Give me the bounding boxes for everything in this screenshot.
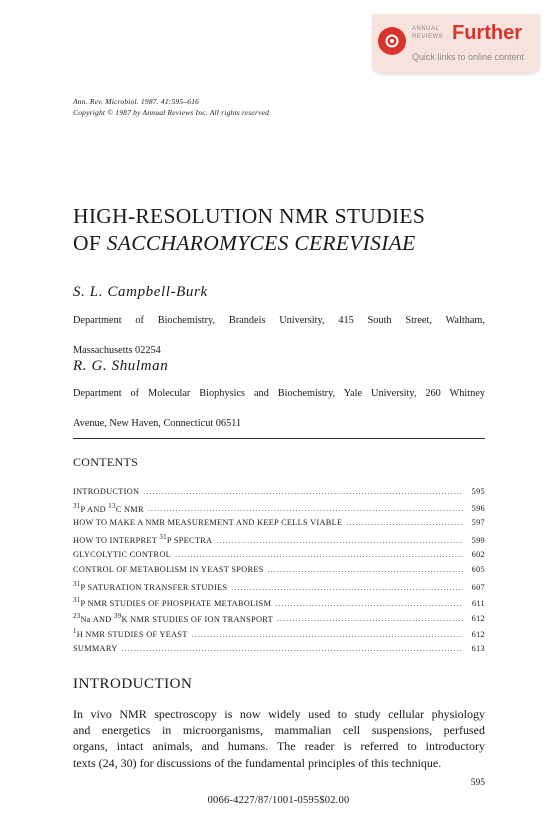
toc-entry[interactable]: [73, 565, 485, 581]
toc-entry[interactable]: [73, 628, 485, 644]
toc-text-part: P NMR STUDIES OF PHOSPHATE METABOLISM: [80, 598, 272, 608]
section-divider: [73, 438, 485, 439]
paragraph-line: organs, intact animals, and humans. The reader is referred to introductory: [73, 739, 485, 754]
introduction-heading: INTRODUCTION: [73, 676, 193, 692]
toc-entry-page: 599: [471, 535, 485, 545]
toc-entry-title: [73, 597, 271, 608]
article-title-line-2: [73, 230, 416, 257]
author-affiliation-2: [73, 386, 485, 446]
toc-leader-dots: [143, 487, 463, 496]
toc-leader-dots: [122, 644, 463, 653]
badge-further-label: Further: [452, 22, 522, 44]
toc-entry[interactable]: [73, 550, 485, 566]
isotope-superscript: 31: [73, 581, 81, 589]
toc-entry-page: 595: [471, 487, 485, 496]
toc-entry[interactable]: [73, 613, 485, 629]
paragraph-line: In vivo NMR spectroscopy is now widely used to study cellular physiology: [73, 707, 485, 721]
toc-entry-page: 596: [471, 504, 485, 514]
toc-entry-title: INTRODUCTION: [73, 487, 140, 496]
toc-text-part: Na AND: [80, 614, 114, 624]
isotope-superscript: 31: [159, 534, 167, 542]
toc-text-part: HOW TO INTERPRET: [73, 535, 160, 545]
isotope-superscript: 31: [73, 502, 81, 510]
annual-reviews-further-badge[interactable]: [372, 14, 540, 74]
toc-text-part: K NMR STUDIES OF ION TRANSPORT: [121, 614, 273, 624]
toc-text-part: C NMR: [115, 504, 144, 514]
article-title-prefix: OF: [73, 231, 107, 255]
toc-entry-title: [73, 628, 188, 639]
journal-citation: Ann. Rev. Microbiol. 1987. 41:595–616: [73, 97, 200, 106]
toc-entry-page: 612: [471, 614, 485, 624]
toc-entry[interactable]: [73, 644, 485, 660]
toc-entry-page: 612: [471, 629, 485, 639]
affiliation-2-line-2: Avenue, New Haven, Connecticut 06511: [73, 418, 242, 429]
toc-leader-dots: [231, 583, 463, 592]
toc-leader-dots: [346, 518, 463, 527]
isotope-superscript: 23: [73, 612, 81, 620]
introduction-paragraph: [73, 706, 485, 771]
page-number: 595: [470, 778, 485, 788]
toc-entry[interactable]: [73, 597, 485, 613]
toc-leader-dots: [175, 550, 463, 559]
toc-entry-title: [73, 581, 227, 592]
toc-entry[interactable]: [73, 581, 485, 597]
badge-subtitle: Quick links to online content: [412, 52, 525, 62]
toc-entry-page: 613: [471, 643, 485, 653]
toc-leader-dots: [192, 630, 463, 639]
toc-text-part: P SATURATION TRANSFER STUDIES: [80, 582, 228, 592]
affiliation-1-line-2: Massachusetts 02254: [73, 345, 161, 356]
toc-entry-title: SUMMARY: [73, 643, 118, 653]
isotope-superscript: 39: [113, 612, 122, 620]
toc-entry[interactable]: [73, 518, 485, 534]
journal-copyright: Copyright © 1987 by Annual Reviews Inc. All rights reserved: [73, 108, 270, 117]
author-name-1: S. L. Campbell-Burk: [73, 284, 208, 300]
toc-entry-title: [73, 503, 144, 514]
paragraph-line: and energetics in microorganisms, mammalian cell suspensions, perfused: [73, 723, 485, 738]
toc-leader-dots: [275, 599, 463, 608]
toc-leader-dots: [268, 565, 463, 574]
annual-reviews-logo-icon: [378, 27, 406, 55]
paragraph-line: texts (24, 30) for discussions of the fundamental principles of this technique.: [73, 755, 442, 770]
toc-leader-dots: [148, 504, 463, 513]
badge-reviews-label: REVIEWS: [412, 34, 444, 40]
article-title-line-1: HIGH-RESOLUTION NMR STUDIES: [73, 204, 426, 228]
affiliation-1-line-1: Department of Biochemistry, Brandeis University, 415 South Street, Waltham,: [73, 315, 485, 326]
contents-heading: CONTENTS: [73, 455, 139, 469]
toc-text-part: P SPECTRA: [166, 535, 213, 545]
toc-entry-page: 611: [471, 598, 485, 608]
toc-entry-page: 597: [471, 518, 485, 528]
toc-entry[interactable]: [73, 534, 485, 550]
isotope-superscript: 13: [108, 502, 116, 510]
isotope-superscript: 1: [73, 628, 77, 636]
toc-entry-page: 605: [471, 565, 485, 575]
toc-leader-dots: [277, 614, 463, 623]
toc-entry-title: HOW TO MAKE A NMR MEASUREMENT AND KEEP CELLS VIABLE: [73, 518, 343, 528]
toc-leader-dots: [216, 536, 463, 545]
isotope-superscript: 31: [73, 596, 81, 604]
badge-annual-label: ANNUAL: [412, 26, 440, 32]
author-name-2: R. G. Shulman: [73, 358, 169, 374]
toc-text-part: P AND: [80, 504, 109, 514]
toc-entry-title: CONTROL OF METABOLISM IN YEAST SPORES: [73, 565, 264, 575]
toc-entry[interactable]: [73, 487, 485, 503]
table-of-contents: [73, 487, 485, 660]
toc-entry[interactable]: [73, 503, 485, 519]
affiliation-2-line-1: Department of Molecular Biophysics and Biochemistry, Yale University, 260 Whitney: [73, 388, 485, 399]
toc-entry-page: 607: [471, 582, 485, 592]
article-code: 0066-4227/87/1001-0595$02.00: [207, 795, 350, 806]
toc-entry-title: [73, 613, 273, 624]
toc-text-part: H NMR STUDIES OF YEAST: [76, 629, 188, 639]
toc-entry-title: [73, 534, 212, 545]
toc-entry-page: 602: [471, 549, 485, 559]
article-title-species: SACCHAROMYCES CEREVISIAE: [106, 231, 416, 255]
toc-entry-title: GLYCOLYTIC CONTROL: [73, 549, 171, 559]
